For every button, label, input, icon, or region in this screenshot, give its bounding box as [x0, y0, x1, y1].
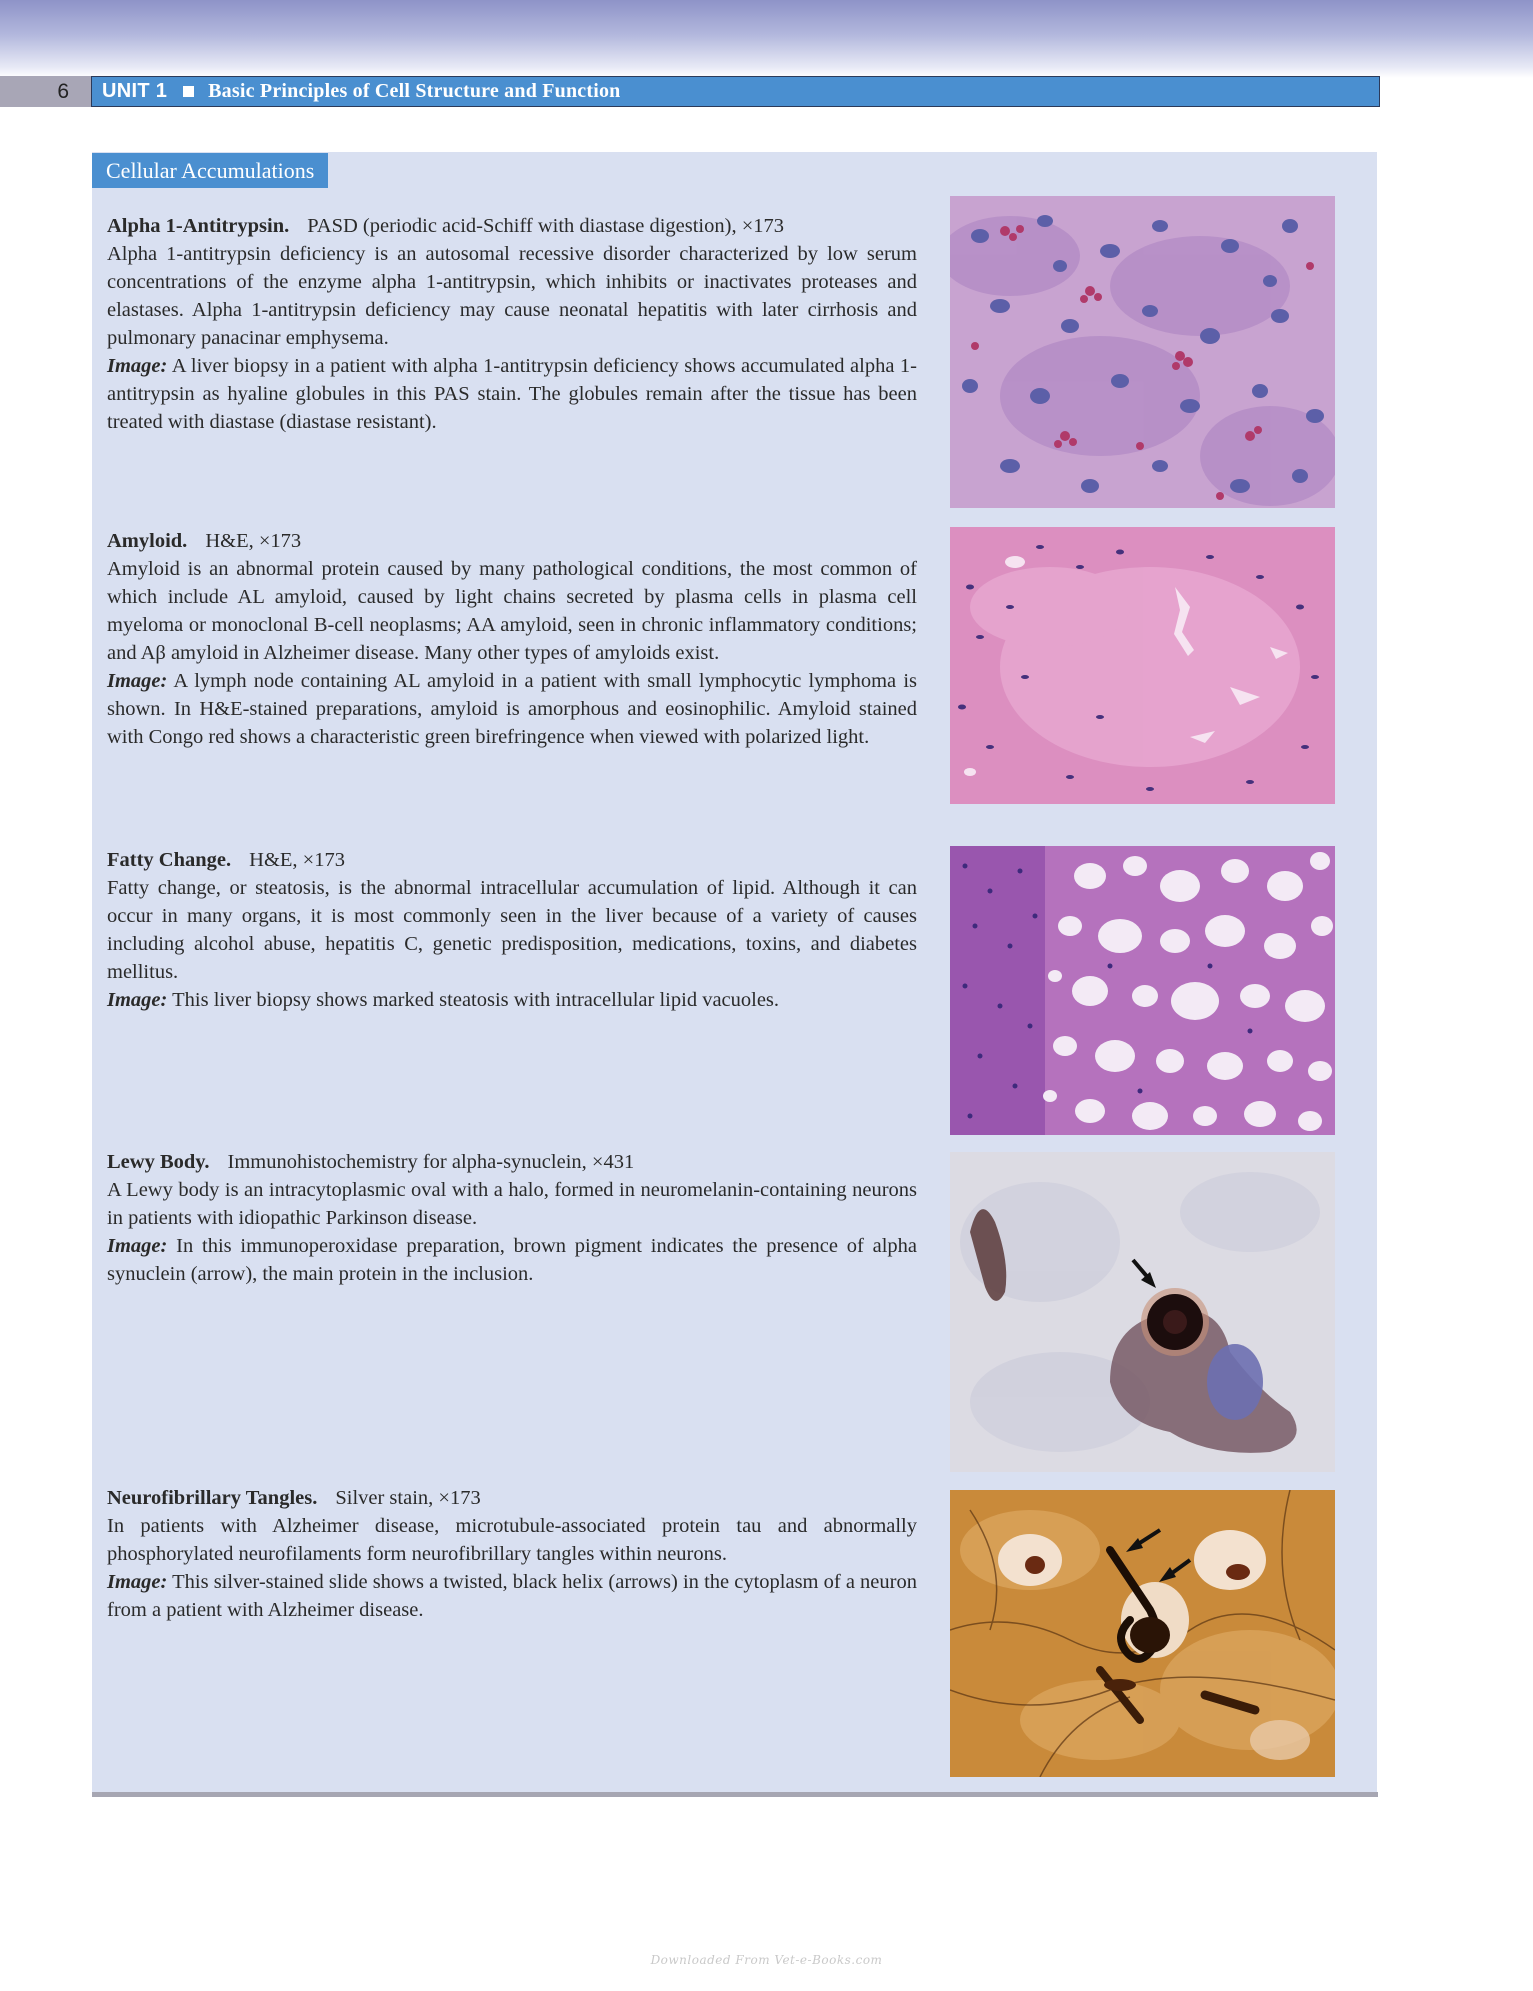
entry-lewy-body — [107, 1148, 917, 1288]
entry-fatty-change — [107, 846, 917, 1014]
micrograph-alpha-1-antitrypsin — [950, 196, 1335, 508]
unit-label: UNIT 1 — [102, 80, 168, 102]
image-text: This liver biopsy shows marked steatosis with intracellular lipid vacuoles. — [172, 989, 780, 1011]
entry-heading — [107, 846, 917, 874]
entry-amyloid — [107, 527, 917, 751]
entry-title: Amyloid. — [107, 530, 188, 552]
image-text: In this immunoperoxidase preparation, brown pigment indicates the presence of alpha synuclein (arrow), the main protein in the inclusion. — [107, 1235, 918, 1285]
watermark: Downloaded From Vet-e-Books.com — [650, 1953, 883, 1967]
micrograph-neurofibrillary-tangles — [950, 1490, 1335, 1777]
unit-banner — [91, 76, 1380, 107]
entry-body: A Lewy body is an intracytoplasmic oval with a halo, formed in neuromelanin-containing neurons in patients with idiopathic Parkinson disease. — [107, 1179, 917, 1229]
entry-image-caption — [107, 667, 917, 751]
entry-stain: Silver stain, ×173 — [335, 1487, 481, 1509]
entry-image-caption — [107, 986, 917, 1014]
entry-stain: H&E, ×173 — [205, 530, 302, 552]
panel-bottom-rule — [92, 1792, 1378, 1797]
image-label: Image: — [107, 355, 168, 377]
image-label: Image: — [107, 670, 168, 692]
entry-stain: PASD (periodic acid-Schiff with diastase digestion), ×173 — [307, 215, 785, 237]
entry-heading — [107, 1484, 917, 1512]
image-text: A liver biopsy in a patient with alpha 1-antitrypsin deficiency shows accumulated alpha 1-antitrypsin as hyaline globules in this PAS stain. The globules remain after the tissue has been treated with diastase (diastase resistant). — [107, 355, 917, 433]
micrograph-amyloid — [950, 527, 1335, 804]
entry-image-caption — [107, 1568, 917, 1624]
entry-heading — [107, 527, 917, 555]
entry-body: In patients with Alzheimer disease, microtubule-associated protein tau and abnormally phosphorylated neurofilaments form neurofibrillary tangles within neurons. — [107, 1515, 917, 1565]
section-title: Cellular Accumulations — [92, 153, 328, 188]
image-text: This silver-stained slide shows a twisted, black helix (arrows) in the cytoplasm of a neuron from a patient with Alzheimer disease. — [107, 1571, 917, 1621]
micrograph-lewy-body — [950, 1152, 1335, 1472]
entry-image-caption — [107, 352, 917, 436]
entry-heading — [107, 1148, 917, 1176]
entry-alpha-1-antitrypsin — [107, 212, 917, 436]
entry-image-caption — [107, 1232, 917, 1288]
unit-title: Basic Principles of Cell Structure and Function — [208, 80, 621, 102]
image-label: Image: — [107, 989, 168, 1011]
entry-neurofibrillary-tangles — [107, 1484, 917, 1624]
entry-heading — [107, 212, 917, 240]
entry-title: Fatty Change. — [107, 849, 232, 871]
image-label: Image: — [107, 1235, 168, 1257]
page-number: 6 — [0, 76, 91, 107]
entry-stain: H&E, ×173 — [249, 849, 345, 871]
entry-title: Neurofibrillary Tangles. — [107, 1487, 318, 1509]
page-top-gradient — [0, 0, 1533, 78]
entry-stain: Immunohistochemistry for alpha-synuclein, ×431 — [227, 1151, 635, 1173]
square-bullet-icon — [183, 86, 194, 97]
micrograph-fatty-change — [950, 846, 1335, 1135]
entry-body: Fatty change, or steatosis, is the abnormal intracellular accumulation of lipid. Although it can occur in many organs, it is most commonly seen in the liver because of a variety of causes including alcohol abuse, hepatitis C, genetic predisposition, medications, toxins, and diabetes mellitus. — [107, 877, 917, 983]
entry-title: Alpha 1-Antitrypsin. — [107, 215, 290, 237]
entry-body: Amyloid is an abnormal protein caused by many pathological conditions, the most common of which include AL amyloid, caused by light chains secreted by plasma cells in plasma cell myeloma or monoclonal B-cell neoplasms; AA amyloid, seen in chronic inflammatory conditions; and Aβ amyloid in Alzheimer disease. Many other types of amyloids exist. — [107, 558, 917, 664]
image-label: Image: — [107, 1571, 168, 1593]
entry-title: Lewy Body. — [107, 1151, 210, 1173]
image-text: A lymph node containing AL amyloid in a patient with small lymphocytic lymphoma is shown. In H&E-stained preparations, amyloid is amorphous and eosinophilic. Amyloid stained with Congo red shows a characteristic green birefringence when viewed with polarized light. — [107, 670, 917, 748]
running-header — [0, 76, 1380, 107]
entry-body: Alpha 1-antitrypsin deficiency is an autosomal recessive disorder characterized by low serum concentrations of the enzyme alpha 1-antitrypsin, which inhibits or inactivates proteases and elastases. Alpha 1-antitrypsin deficiency may cause neonatal hepatitis with later cirrhosis and pulmonary panacinar emphysema. — [107, 243, 917, 349]
